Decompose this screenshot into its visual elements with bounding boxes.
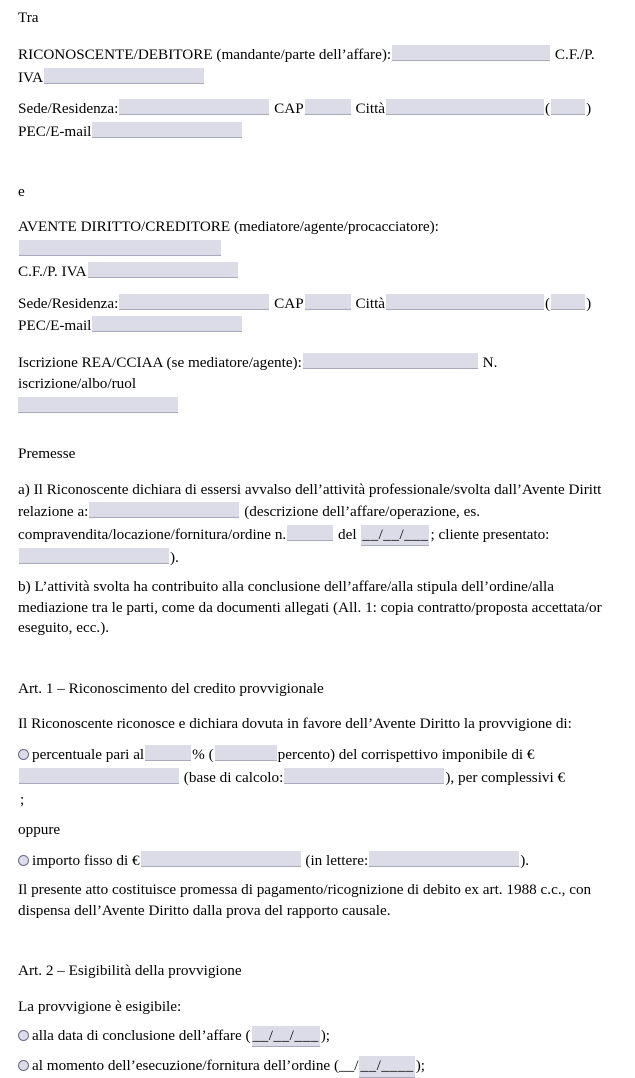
premesse-heading: Premesse [18,445,76,463]
creditor-cap-input[interactable] [305,294,351,310]
premesse-a-text-2: relazione a: [18,503,89,521]
art1-oppure-label: oppure [18,820,61,838]
premesse-cliente-input[interactable] [19,548,169,564]
art2-option-esecuzione [18,1056,618,1077]
art2-option-2-post: ); [415,1057,425,1075]
creditor-city-label: Città [355,294,386,312]
debtor-name-input[interactable] [392,45,550,61]
debtor-cap-label: CAP [274,100,304,118]
premesse-affare-description-input[interactable] [89,502,239,518]
art2-conclusione-date-input[interactable]: __/__/___ [252,1026,320,1047]
debtor-tax-input[interactable] [44,68,204,84]
radio-importo-fisso-icon[interactable] [18,855,29,866]
creditor-tax-input[interactable] [88,262,238,278]
debtor-province-close-paren: ) [586,100,592,118]
premesse-b-text-2: mediazione tra le parti, come da documenti allegati (All. 1: copia contratto/proposta accettata/or [18,598,602,616]
premesse-ordine-date-input[interactable]: __/__/___ [361,525,429,546]
art1-percent-text-4: ), per complessivi € [445,768,566,786]
creditor-rea-label: Iscrizione REA/CCIAA (se mediatore/agente): [18,354,302,372]
creditor-email-input[interactable] [92,316,242,332]
creditor-registration-label: N. iscrizione/albo/ruol [18,354,498,392]
art1-fixed-text-1: importo fisso di € [32,851,140,869]
premesse-b-text-3: eseguito, ecc.). [18,619,110,637]
art1-option-percentuale [18,743,618,810]
art1-fixed-text-3: ). [520,851,530,869]
creditor-rea-block [18,351,618,394]
party-creditor-email-block [18,314,618,336]
creditor-cap-label: CAP [274,294,304,312]
creditor-address-input[interactable] [119,294,269,310]
debtor-email-input[interactable] [92,122,242,138]
art2-option-conclusione [18,1026,618,1047]
debtor-cap-input[interactable] [305,99,351,115]
creditor-name-input[interactable] [19,240,221,256]
art1-closing-text-1: Il presente atto costituisce promessa di pagamento/ricognizione di debito ex art. 1988 c.c., con [18,881,592,899]
art2-option-1-post: ); [320,1027,330,1044]
party-debtor-block [18,43,618,88]
creditor-email-label: PEC/E-mail [18,317,92,335]
premesse-a-text-1: a) Il Riconoscente dichiara di essersi avvalso dell’attività professionale/svolta dall’Avente Diritt [18,480,602,498]
premesse-a-block [18,480,618,569]
premesse-ordine-number-input[interactable] [287,525,333,541]
art1-base-calcolo-input[interactable] [284,768,444,784]
creditor-tax-label: C.F./P. IVA [18,263,87,281]
debtor-tax-label: C.F./P. IVA [18,46,595,86]
premesse-a-del-label: del [338,525,357,543]
art1-importo-lettere-input[interactable] [369,851,519,867]
party-debtor-address-block [18,97,618,119]
art2-option-1-text: alla data di conclusione dell’affare ( [32,1027,251,1044]
party-creditor-address-block [18,292,618,314]
creditor-province-open-paren: ( [545,294,551,312]
radio-esecuzione-ordine-icon[interactable] [18,1060,29,1071]
creditor-registration-input[interactable] [18,397,178,413]
debtor-address-input[interactable] [119,99,269,115]
radio-conclusione-affare-icon[interactable] [18,1030,29,1041]
art1-importo-fisso-input[interactable] [141,851,301,867]
section-label-e: e [18,183,25,201]
party-debtor-label: RICONOSCENTE/DEBITORE (mandante/parte dell’affare): [18,46,392,64]
art1-closing-text-2: dispensa dell’Avente Diritto dalla prova del rapporto causale. [18,901,391,919]
section-label-tra: Tra [18,9,39,26]
premesse-a-text-4: compravendita/locazione/fornitura/ordine n. [18,525,287,543]
debtor-city-input[interactable] [386,99,544,115]
art1-fixed-text-2: (in lettere: [305,851,369,869]
art1-imponibile-input[interactable] [19,768,179,784]
art1-percent-text-2: percento) del corrispettivo imponibile di € [277,746,535,764]
debtor-city-label: Città [355,100,386,118]
art1-closing-block [18,880,618,921]
premesse-b-block [18,577,618,638]
art1-heading: Art. 1 – Riconoscimento del credito provvigionale [18,679,324,697]
art2-option-2-text: al momento dell’esecuzione/fornitura dell’ordine (__/ [32,1057,359,1075]
art1-percent-value-input[interactable] [145,745,191,761]
premesse-a-text-5: ; cliente presentato: [430,525,550,543]
party-creditor-block [18,217,618,260]
art1-percent-text-1: percentuale pari al [32,746,145,764]
creditor-city-input[interactable] [386,294,544,310]
art1-intro: Il Riconoscente riconosce e dichiara dovuta in favore dell’Avente Diritto la provvigione di: [18,714,572,732]
premesse-a-close: ). [170,548,179,566]
art2-esecuzione-date-input[interactable]: __/____ [359,1056,414,1077]
creditor-province-input[interactable] [551,294,585,310]
debtor-province-open-paren: ( [545,100,551,118]
art2-heading: Art. 2 – Esigibilità della provvigione [18,962,242,980]
art1-percent-symbol: % [192,746,205,764]
premesse-b-text-1: b) L’attività svolta ha contribuito alla conclusione dell’affare/alla stipula dell’ordine/alla [18,578,555,596]
art1-percent-words-input[interactable] [215,745,277,761]
art2-intro: La provvigione è esigibile: [18,997,182,1015]
creditor-address-label: Sede/Residenza: [18,294,119,312]
art1-option-importo-fisso [18,849,618,871]
premesse-a-text-3: (descrizione dell’affare/operazione, es. [244,503,481,521]
party-creditor-label: AVENTE DIRITTO/CREDITORE (mediatore/agente/procacciatore): [18,218,439,236]
creditor-province-close-paren: ) [586,294,592,312]
debtor-province-input[interactable] [551,99,585,115]
debtor-email-label: PEC/E-mail [18,122,92,140]
radio-percentuale-icon[interactable] [18,749,29,760]
art1-percent-end: ; [20,791,25,809]
party-debtor-email-block [18,120,618,142]
debtor-address-label: Sede/Residenza: [18,100,119,118]
party-creditor-tax-block [18,260,618,282]
art1-percent-open-paren: ( [208,746,214,764]
art1-percent-text-3: (base di calcolo: [183,768,284,786]
creditor-rea-input[interactable] [303,353,478,369]
